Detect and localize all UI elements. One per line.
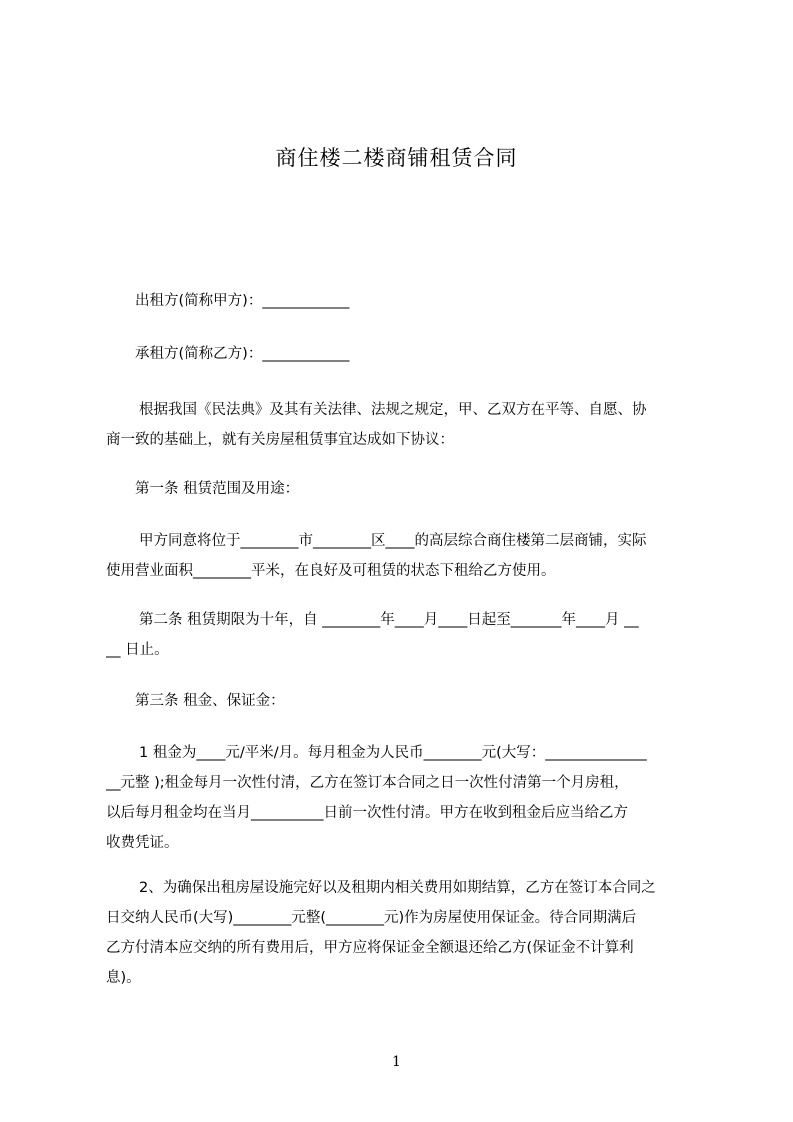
clause1-line: 收费凭证。 (106, 835, 179, 851)
article1-line: 使用营业面积________平米，在良好及可租赁的状态下租给乙方使用。 (106, 563, 556, 579)
article3-heading: 第三条 租金、保证金： (135, 693, 285, 709)
lessor-line: 出租方(简称甲方)：____________ (135, 293, 350, 309)
article3-clause2 (106, 873, 706, 993)
document-title: 商住楼二楼商铺租赁合同 (275, 146, 518, 170)
preamble-paragraph (106, 395, 706, 455)
article1-heading: 第一条 租赁范围及用途： (135, 481, 300, 497)
article2-line: __ 日止。 (106, 642, 169, 658)
clause2-line: 日交纳人民币(大写)________元整(________元)作为房屋使用保证金。待合同期满后 (106, 910, 637, 926)
article3-clause1 (106, 738, 706, 858)
clause1-line: __元整 );租金每月一次性付清，乙方在签订本合同之日一次性付清第一个月房租， (106, 775, 629, 791)
clause2-line: 息)。 (106, 970, 141, 986)
preamble-line: 商一致的基础上，就有关房屋租赁事宜达成如下协议： (106, 432, 454, 448)
article1-paragraph (106, 526, 706, 586)
article2-paragraph (106, 605, 706, 665)
article1-line: 甲方同意将位于________市________区____的高层综合商住楼第二层商铺，实际 (139, 533, 647, 549)
article2-line: 第二条 租赁期限为十年，自 ________年____月____日起至_______年____月 __ (139, 612, 639, 628)
clause2-line: 2、为确保出租房屋设施完好以及租期内相关费用如期结算，乙方在签订本合同之 (139, 880, 656, 896)
preamble-line: 根据我国《民法典》及其有关法律、法规之规定，甲、乙双方在平等、自愿、协 (139, 402, 647, 418)
clause1-line: 以后每月租金均在当月__________日前一次性付清。甲方在收到租金后应当给乙方 (106, 805, 628, 821)
clause2-line: 乙方付清本应交纳的所有费用后，甲方应将保证金全额退还给乙方(保证金不计算利 (106, 940, 634, 956)
clause1-line: 1 租金为____元/平米/月。每月租金为人民币________元(大写：______________ (139, 745, 647, 761)
lessee-line: 承租方(简称乙方)：____________ (135, 346, 350, 362)
page-number: 1 (392, 1054, 401, 1070)
